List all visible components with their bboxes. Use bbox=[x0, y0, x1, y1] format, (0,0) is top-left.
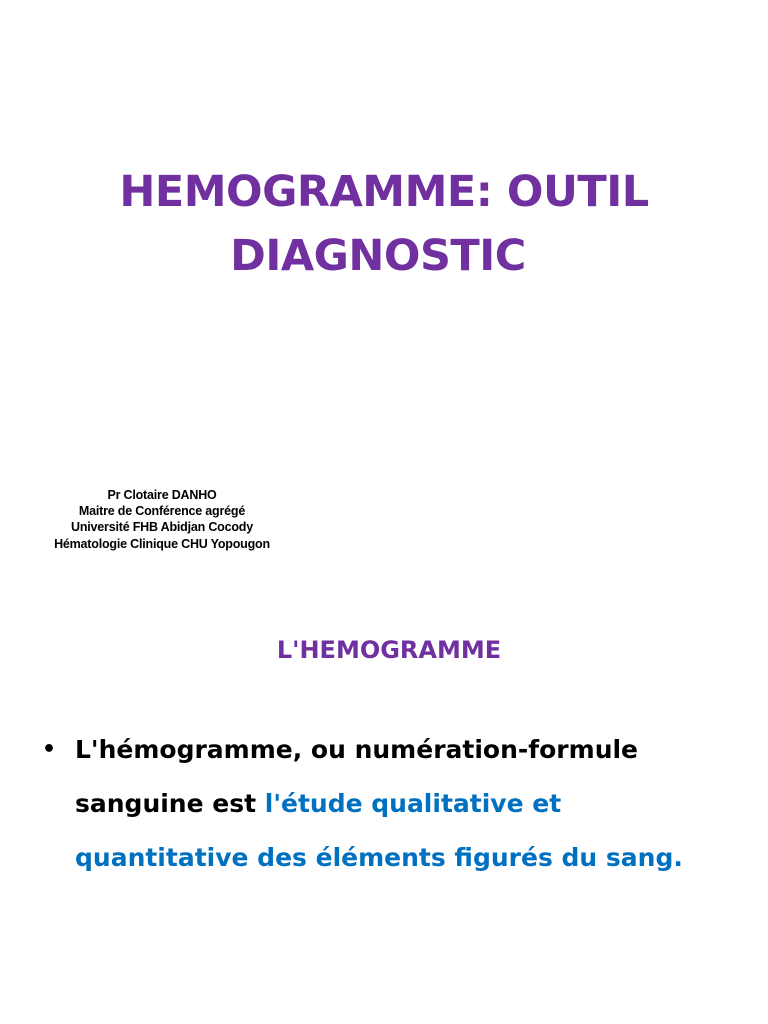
main-title bbox=[0, 160, 768, 288]
main-title-line-2: DIAGNOSTIC bbox=[230, 231, 526, 281]
author-info bbox=[40, 487, 284, 552]
bullet-marker: • bbox=[42, 737, 57, 762]
author-department: Hématologie Clinique CHU Yopougon bbox=[54, 536, 270, 551]
bullet-list bbox=[42, 723, 732, 885]
main-title-line-1: HEMOGRAMME: OUTIL bbox=[119, 167, 649, 217]
bullet-text-highlight: l'étude qualitative et quantitative des éléments figurés du sang. bbox=[75, 789, 683, 872]
author-university: Université FHB Abidjan Cocody bbox=[71, 520, 253, 535]
author-name: Pr Clotaire DANHO bbox=[107, 488, 217, 502]
author-position: Maitre de Conférence agrégé bbox=[78, 504, 246, 519]
list-item bbox=[42, 723, 732, 885]
bullet-text-plain: L'hémogramme, ou numération-formule sanguine est bbox=[75, 735, 639, 818]
section-title: L'HEMOGRAMME bbox=[276, 636, 502, 664]
